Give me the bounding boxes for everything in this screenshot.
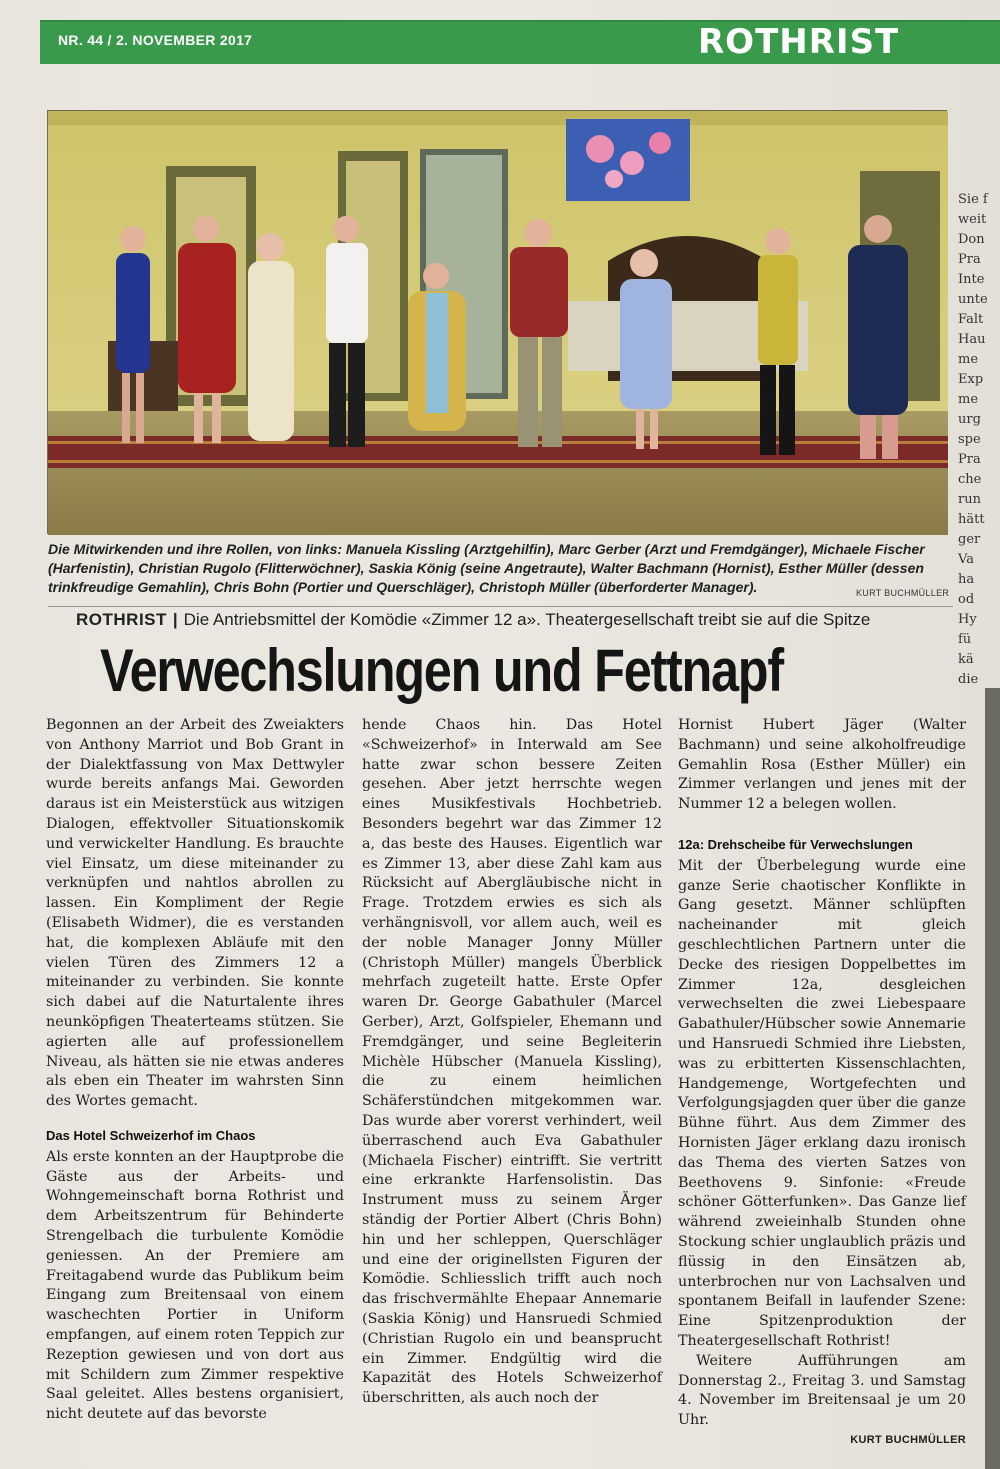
paragraph-chaos-continued: hende Chaos hin. Das Hotel «Schweizerhof» in Interwald am See hatte zwar schon bessere Zeiten gesehen. Aber jetzt herrschte wegen eines Musikfestivals Hochbetrieb. Besonders begehrt war das Zimmer 12 a, das beste des Hauses. Eigentlich war es Zimmer 13, aber diese Zahl kam aus Rücksicht auf Abergläubische nicht in Frage. Trotzdem erwies es sich als verhängnisvoll, vor allem auch, weil es der noble Manager Jonny Müller (Christoph Müller) mangels Überblick mehrfach zugeteilt hatte. Erste Opfer waren Dr. George Gabathuler (Marcel Gerber), Arzt, Golfspieler, Ehemann und Fremdgänger, und seine Begleiterin Michèle Hübscher (Manuela Kissling), die zu einem heimlichen Schäferstündchen mitgekommen war. Das wurde aber vorerst verhindert, weil überraschend auch Eva Gabathuler (Michaela Fischer) eintrifft. Sie vertritt eine erkrankte Harfensolistin. Das Instrument muss zu seinem Ärger ständig der Portier Albert (Chris Bohn) hin und her schleppen, Querschläger und eine der originellsten Figuren der Komödie. Schliesslich trifft auch noch das frischvermählte Ehepaar Annemarie (Saskia König) und Hansruedi Schmied (Christian Rugolo ein und beansprucht ein Zimmer. Endgültig wird die Kapazität des Hotels Schweizerhof überschritten, als auch noch der <box>362 717 662 1407</box>
adjacent-photo-edge <box>985 688 1000 1469</box>
paragraph-turntable: Mit der Überbelegung wurde eine ganze Serie chaotischer Konflikte in Gang gesetzt. Männer schlüpften nacheinander mit gleich geschlechtlichen Partnern unter die Decke des riesigen Doppelbettes im Zimmer 12a, desgleichen verwechselten die zwei Liebespaare Gabathuler/Hübscher sowie Annemarie und Hansruedi Schmied ihre Liebsten, was zu erbitterten Kissenschlachten, Handgemenge, Wortgefechten und Verfolgungsjagden quer über die ganze Bühne führt. Aus dem Zimmer des Hornisten Jäger erklang dazu ironisch das Thema des vierten Satzes von Beethovens 9. Sinfonie: «Freude schöner Götterfunken». Das Ganze lief während zweieinhalb Stunden ohne Stockung schier unglaublich präzis und flüssig in den Einsätzen ab, unterbrochen nur von Lachsalven und spontanem Beifall in laufender Szene: Eine Spitzenproduktion der Theatergesellschaft Rothrist! <box>678 857 966 1349</box>
article-column-1 <box>46 716 344 1425</box>
kicker-text: Die Antriebsmittel der Komödie «Zimmer 12 a». Theatergesellschaft treibt sie auf die Spitze <box>183 610 871 629</box>
fragment-line: kä <box>958 652 974 667</box>
article-credit: KURT BUCHMÜLLER <box>850 1433 966 1446</box>
fragment-line: run <box>958 492 981 507</box>
fragment-line: Hau <box>958 332 986 347</box>
fragment-line: urg <box>958 412 981 427</box>
fragment-line: Pra <box>958 452 981 467</box>
fragment-line: Hy <box>958 612 977 627</box>
article-column-3 <box>678 716 966 1451</box>
kicker-separator: | <box>172 610 178 629</box>
fragment-line: Don <box>958 232 985 247</box>
fragment-line: ha <box>958 572 975 587</box>
paragraph-chaos-end: Hornist Hubert Jäger (Walter Bachmann) und seine alkoholfreudige Gemahlin Rosa (Esther Müller) ein Zimmer verlangen und jenes mit der Nummer 12 a belegen wollen. <box>678 717 966 813</box>
headline: Verwechslungen und Fettnapf <box>100 637 783 704</box>
subheading-turntable: 12a: Drehscheibe für Verwechslungen <box>678 836 913 852</box>
fragment-line: Pra <box>958 252 981 267</box>
article-column-2 <box>362 716 662 1409</box>
fragment-line: weit <box>958 212 987 227</box>
fragment-line: che <box>958 472 982 487</box>
article-kicker <box>76 610 870 630</box>
subheading-chaos: Das Hotel Schweizerhof im Chaos <box>46 1127 256 1143</box>
paragraph-intro: Begonnen an der Arbeit des Zweiakters von Anthony Marriot und Bob Grant in der Dialektfassung von Max Dettwyler wurde bereits anfangs Mai. Geworden daraus ist ein Meisterstück aus witzigen Dialogen, effektvoller Situationskomik und verwickelter Handlung. Es brauchte viel Einsatz, um diese miteinander zu verknüpfen und nahtlos abrollen zu lassen. Ein Kompliment der Regie (Elisabeth Widmer), die es verstanden hat, die komplexen Abläufe mit den vielen Türen des Zimmers 12 a miteinander zu verbinden. Sie konnte sich dabei auf die Naturtalente ihres neunköpfigen Theaterteams stützen. Sie agierten alle auf professionellem Niveau, als hätten sie nie etwas anderes als eben ein Theater im wahrsten Sinn des Wortes gemacht. <box>46 717 344 1110</box>
fragment-line: Va <box>958 552 974 567</box>
fragment-line: unte <box>958 292 988 307</box>
fragment-line: spe <box>958 432 981 447</box>
fragment-line: fü <box>958 632 972 647</box>
photo-credit: KURT BUCHMÜLLER <box>856 588 950 598</box>
section-title: ROTHRIST <box>698 22 900 62</box>
kicker-place: ROTHRIST <box>76 610 167 629</box>
fragment-line: od <box>958 592 975 607</box>
paragraph-performances: Weitere Aufführungen am Donnerstag 2., Freitag 3. und Samstag 4. November im Breitensaal je um 20 Uhr. <box>678 1352 966 1429</box>
fragment-line: me <box>958 392 979 407</box>
fragment-line: die <box>958 672 979 687</box>
divider <box>48 606 953 607</box>
adjacent-article-fragment <box>958 190 1000 687</box>
issue-date: NR. 44 / 2. NOVEMBER 2017 <box>58 32 253 48</box>
fragment-line: me <box>958 352 979 367</box>
paragraph-chaos: Als erste konnten an der Hauptprobe die Gäste aus der Arbeits- und Wohngemeinschaft borna Rothrist und dem Arbeitszentrum für Behinderte Strengelbach die turbulente Komödie geniessen. An der Premiere am Freitagabend wurde das Publikum beim Eingang zum Breitensaal von einem waschechten Portier in Uniform empfangen, auf einem roten Teppich zur Rezeption gewiesen und von dort aus mit Schildern zum Zimmer respektive Saal geleitet. Alles bestens organisiert, nicht deutete auf das bevorste <box>46 1148 344 1423</box>
fragment-line: hätt <box>958 512 985 527</box>
fragment-line: Falt <box>958 312 984 327</box>
fragment-line: Sie f <box>958 192 988 207</box>
cast-photo <box>47 110 947 534</box>
photo-caption: Die Mitwirkenden und ihre Rollen, von links: Manuela Kissling (Arztgehilfin), Marc Gerber (Arzt und Fremdgänger), Michaele Fischer (Harfenistin), Christian Rugolo (Flitterwöchner), Saskia König (seine Angetraute), Walter Bachmann (Hornist), Esther Müller (dessen trinkfreudige Gemahlin), Chris Bohn (Portier und Querschläger), Christoph Müller (überforderter Manager). <box>48 541 925 595</box>
fragment-line: ger <box>958 532 981 547</box>
fragment-line: Inte <box>958 272 985 287</box>
fragment-line: Exp <box>958 372 984 387</box>
